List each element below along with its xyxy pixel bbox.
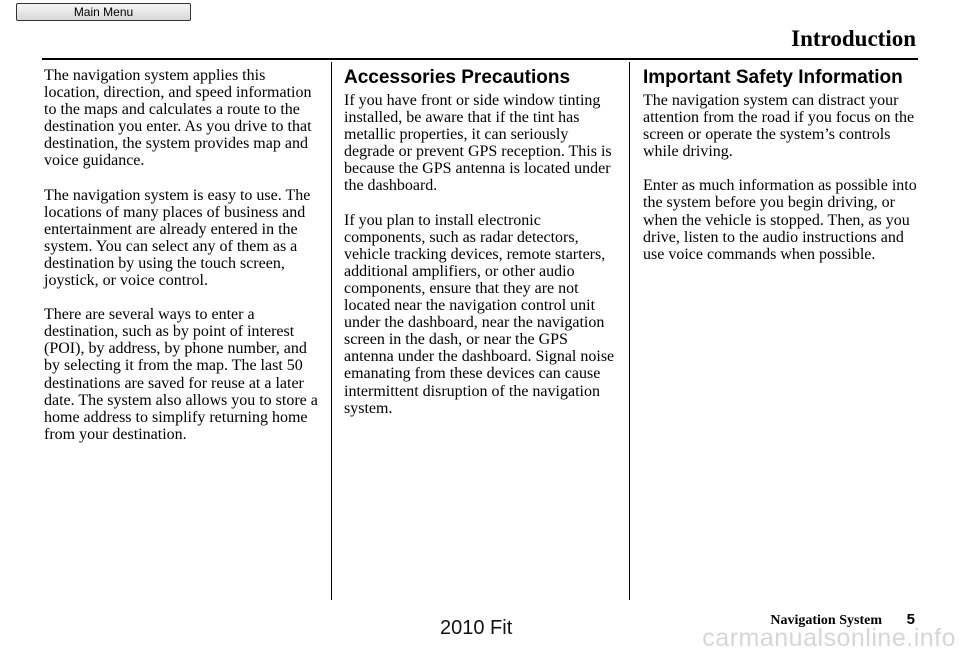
page-title: Introduction bbox=[791, 26, 916, 51]
column-divider bbox=[629, 62, 630, 600]
footer-section-name: Navigation System bbox=[770, 613, 882, 628]
paragraph: The navigation system is easy to use. The locations of many places of business and entertainment are already entered in the system. You can select any of them as a destination by using the touch screen, joystick, or voice control. bbox=[44, 186, 311, 290]
title-divider bbox=[42, 58, 918, 60]
main-menu-button[interactable]: Main Menu bbox=[16, 3, 191, 21]
paragraph: The navigation system applies this location, direction, and speed information to the maps and calculates a route to the destination you enter. As you drive to that destination, the system provides map and voice guidance. bbox=[44, 67, 312, 170]
paragraph: Enter as much information as possible into the system before you begin driving, or when the vehicle is stopped. Then, as you drive, listen to the audio instructions and use voice commands when possible. bbox=[643, 177, 917, 263]
column-divider bbox=[331, 62, 332, 600]
column-intro bbox=[44, 67, 324, 460]
paragraph: If you have front or side window tinting installed, be aware that if the tint has metallic properties, it can seriously degrade or prevent GPS reception. This is because the GPS antenna is located under the dashboard. bbox=[344, 92, 612, 195]
section-heading-safety: Important Safety Information bbox=[643, 67, 903, 88]
section-heading-accessories: Accessories Precautions bbox=[344, 67, 571, 88]
model-label: 2010 Fit bbox=[440, 617, 513, 639]
paragraph: The navigation system can distract your attention from the road if you focus on the screen or operate the system’s controls while driving. bbox=[643, 92, 915, 161]
site-watermark: carmanualsonline.info bbox=[702, 624, 956, 652]
column-accessories bbox=[344, 67, 620, 434]
paragraph: There are several ways to enter a destination, such as by point of interest (POI), by address, by phone number, and by selecting it from the map. The last 50 destinations are saved for reuse at a later date. The system also allows you to store a home address to simplify returning home from your destination. bbox=[44, 306, 318, 443]
column-safety bbox=[643, 67, 923, 280]
page-number: 5 bbox=[906, 611, 915, 628]
paragraph: If you plan to install electronic components, such as radar detectors, vehicle tracking devices, remote starters, additional amplifiers, or other audio components, ensure that they are not located near the navigation control unit under the dashboard, near the navigation screen in the dash, or near the GPS antenna under the dashboard. Signal noise emanating from these devices can cause intermittent disruption of the navigation system. bbox=[344, 211, 615, 417]
